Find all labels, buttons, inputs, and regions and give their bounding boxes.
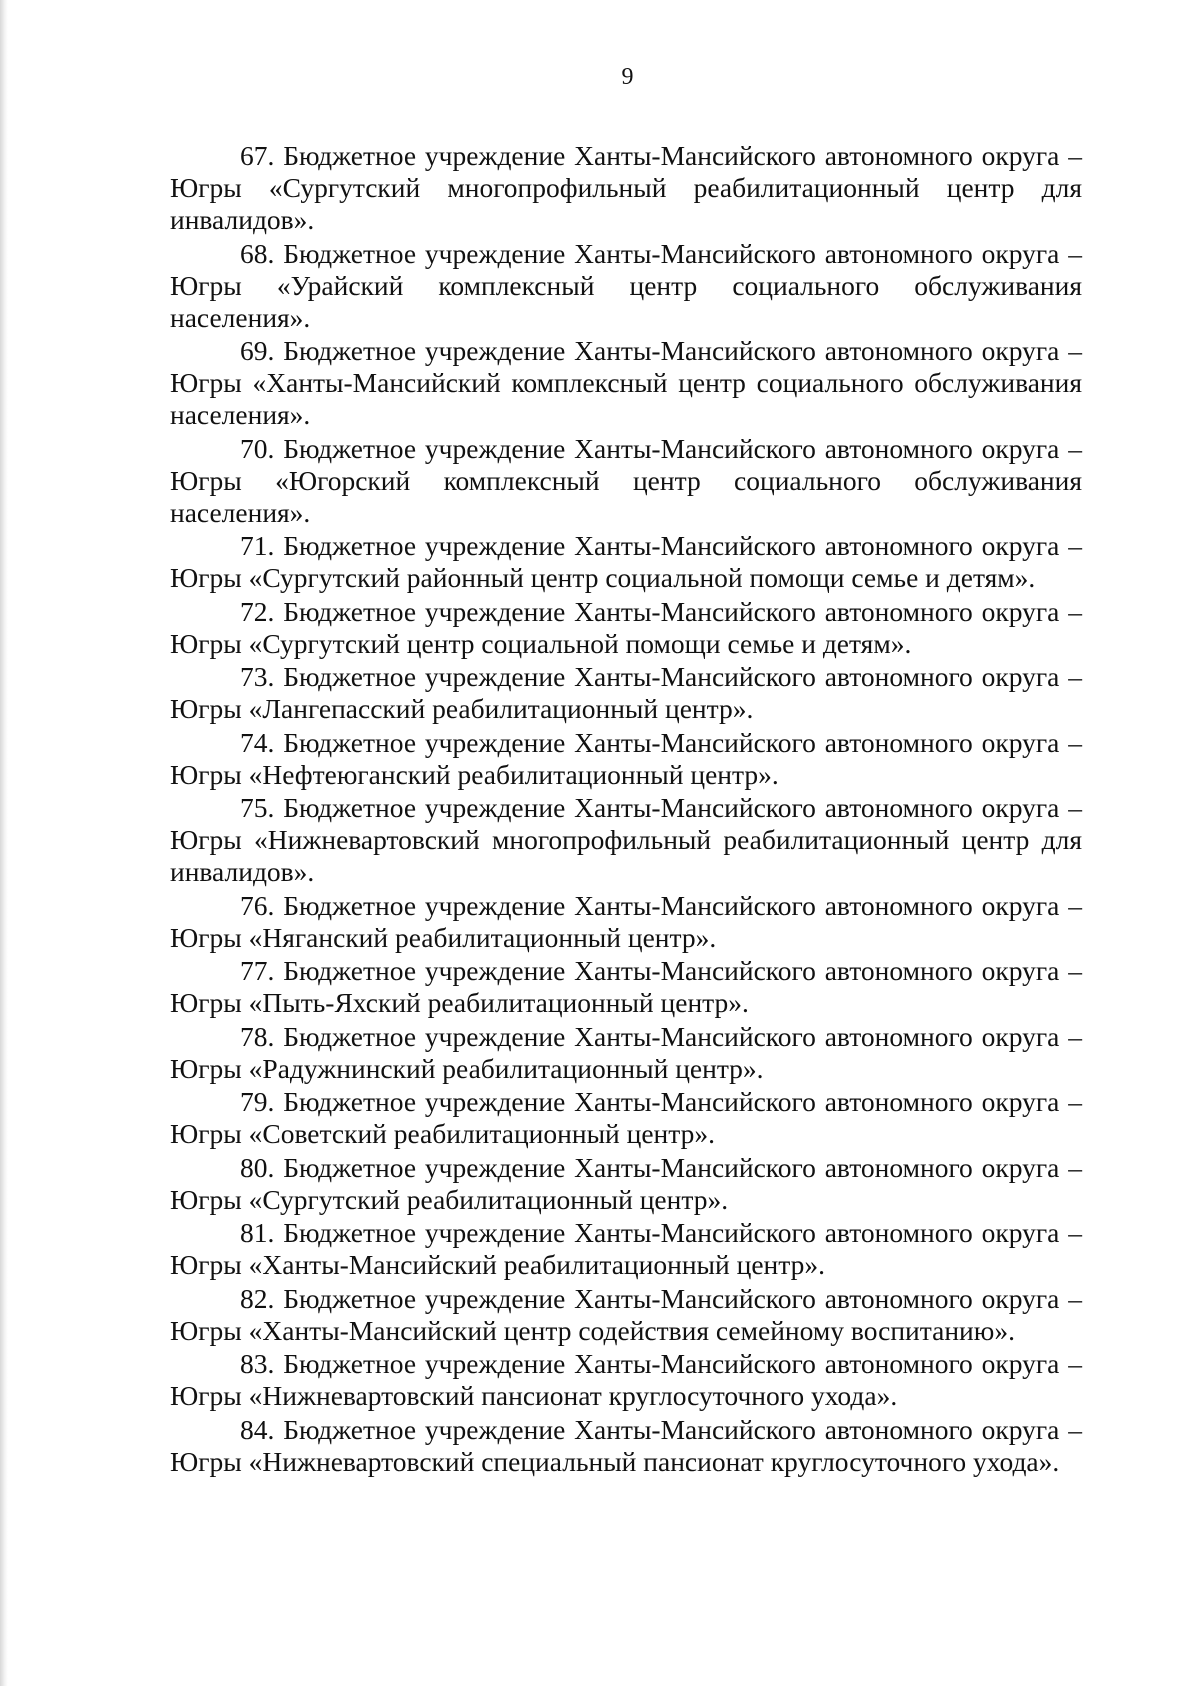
list-item: 81. Бюджетное учреждение Ханты-Мансийского автономного округа – Югры «Ханты-Мансийский реабилитационный центр». [170, 1217, 1082, 1280]
list-item: 78. Бюджетное учреждение Ханты-Мансийского автономного округа – Югры «Радужнинский реабилитационный центр». [170, 1020, 1082, 1084]
page-number: 9 [621, 64, 634, 90]
list-item: 80. Бюджетное учреждение Ханты-Мансийского автономного округа – Югры «Сургутский реабилитационный центр». [170, 1151, 1082, 1215]
list-item: 73. Бюджетное учреждение Ханты-Мансийского автономного округа – Югры «Лангепасский реабилитационный центр». [170, 661, 1082, 724]
list-item: 74. Бюджетное учреждение Ханты-Мансийского автономного округа – Югры «Нефтеюганский реабилитационный центр». [170, 726, 1082, 790]
list-item: 72. Бюджетное учреждение Ханты-Мансийского автономного округа – Югры «Сургутский центр социальной помощи семье и детям». [170, 595, 1082, 659]
list-item: 77. Бюджетное учреждение Ханты-Мансийского автономного округа – Югры «Пыть-Яхский реабилитационный центр». [170, 955, 1082, 1018]
list-item: 67. Бюджетное учреждение Ханты-Мансийского автономного округа – Югры «Сургутский многопрофильный реабилитационный центр для инвалидов». [170, 140, 1082, 235]
list-item: 71. Бюджетное учреждение Ханты-Мансийского автономного округа – Югры «Сургутский районный центр социальной помощи семье и детям». [170, 530, 1082, 593]
list-item: 68. Бюджетное учреждение Ханты-Мансийского автономного округа – Югры «Урайский комплексный центр социального обслуживания населения». [170, 237, 1082, 333]
list-item: 82. Бюджетное учреждение Ханты-Мансийского автономного округа – Югры «Ханты-Мансийский центр содействия семейному воспитанию». [170, 1282, 1082, 1346]
list-item: 84. Бюджетное учреждение Ханты-Мансийского автономного округа – Югры «Нижневартовский специальный пансионат круглосуточного ухода». [170, 1413, 1082, 1477]
list-item: 83. Бюджетное учреждение Ханты-Мансийского автономного округа – Югры «Нижневартовский пансионат круглосуточного ухода». [170, 1348, 1082, 1411]
document-body [170, 140, 1082, 1479]
list-item: 79. Бюджетное учреждение Ханты-Мансийского автономного округа – Югры «Советский реабилитационный центр». [170, 1086, 1082, 1149]
list-item: 69. Бюджетное учреждение Ханты-Мансийского автономного округа – Югры «Ханты-Мансийский комплексный центр социального обслуживания населения». [170, 335, 1082, 430]
scan-edge [0, 0, 8, 1686]
list-item: 70. Бюджетное учреждение Ханты-Мансийского автономного округа – Югры «Югорский комплексный центр социального обслуживания населения». [170, 432, 1082, 528]
list-item: 75. Бюджетное учреждение Ханты-Мансийского автономного округа – Югры «Нижневартовский многопрофильный реабилитационный центр для инвалидов». [170, 792, 1082, 887]
list-item: 76. Бюджетное учреждение Ханты-Мансийского автономного округа – Югры «Няганский реабилитационный центр». [170, 889, 1082, 953]
